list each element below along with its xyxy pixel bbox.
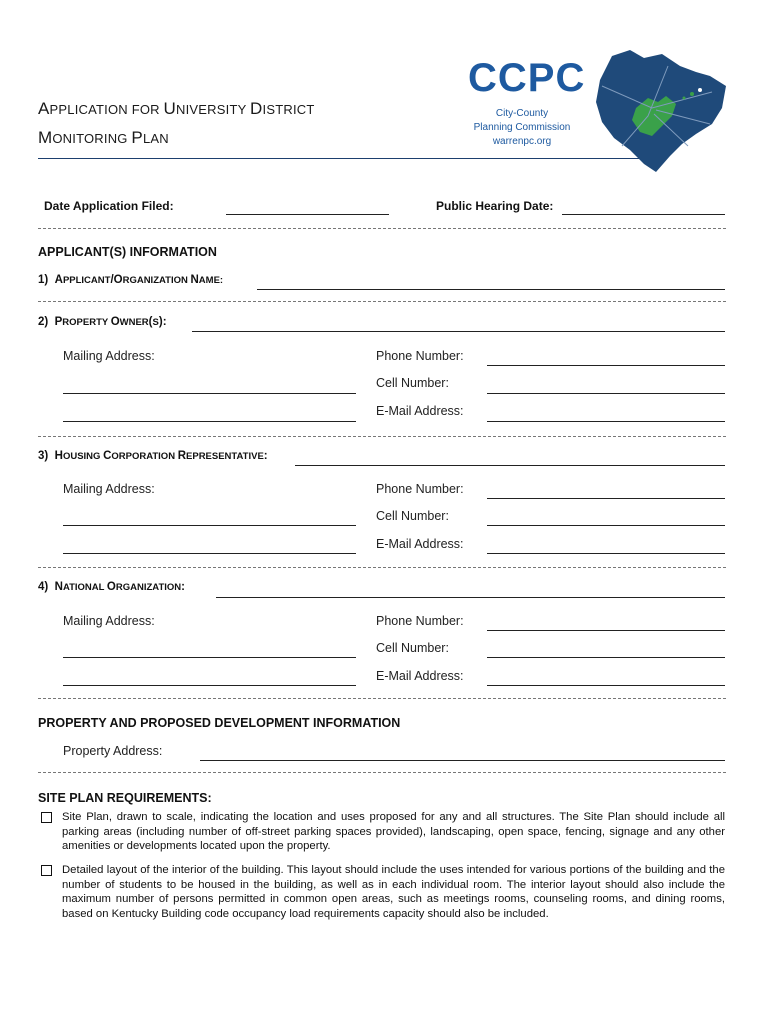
title-line-2: MONITORING PLAN <box>38 128 169 147</box>
owner-mailing-field-1[interactable] <box>63 393 356 394</box>
housing-rep-field[interactable] <box>295 465 725 466</box>
county-map-logo <box>592 46 730 176</box>
property-section-heading: PROPERTY AND PROPOSED DEVELOPMENT INFORMATION <box>38 716 401 730</box>
site-plan-checkbox-1[interactable] <box>41 812 52 823</box>
national-org-field[interactable] <box>216 597 725 598</box>
national-email-field[interactable] <box>487 685 725 686</box>
national-mailing-field-1[interactable] <box>63 657 356 658</box>
site-plan-item-1: Site Plan, drawn to scale, indicating the location and uses proposed for any and all structures. The Site Plan should include all parking areas (including number of off-street parking spaces provided), landscaping, open space, fencing, signage and any other amenities or developments located upon the property. <box>62 811 725 852</box>
national-mailing-field-2[interactable] <box>63 685 356 686</box>
date-filed-field[interactable] <box>226 214 389 215</box>
applicant-section-heading: APPLICANT(S) INFORMATION <box>38 245 217 259</box>
item-2-label: 2) PROPERTY OWNER(S): <box>38 316 167 328</box>
national-email-label: E-Mail Address: <box>376 669 464 683</box>
housing-mailing-field-2[interactable] <box>63 553 356 554</box>
divider <box>38 228 726 229</box>
housing-cell-field[interactable] <box>487 525 725 526</box>
divider <box>38 301 726 302</box>
housing-email-label: E-Mail Address: <box>376 537 464 551</box>
divider <box>38 436 726 437</box>
item-1-label: 1) APPLICANT/ORGANIZATION NAME: <box>38 274 224 286</box>
logo-line-2: Planning Commission <box>473 122 571 133</box>
item-4-label: 4) NATIONAL ORGANIZATION: <box>38 581 185 593</box>
divider <box>38 567 726 568</box>
logo-line-1: City-County <box>495 108 549 119</box>
national-mailing-label: Mailing Address: <box>63 614 155 628</box>
ccpc-logo-text <box>468 55 586 149</box>
housing-email-field[interactable] <box>487 553 725 554</box>
owner-mailing-field-2[interactable] <box>63 421 356 422</box>
housing-mailing-label: Mailing Address: <box>63 482 155 496</box>
document-title <box>38 95 314 153</box>
title-line-1: APPLICATION FOR UNIVERSITY DISTRICT <box>38 99 315 118</box>
header-rule <box>38 158 663 159</box>
item-3-label: 3) HOUSING CORPORATION REPRESENTATIVE: <box>38 450 268 462</box>
owner-phone-label: Phone Number: <box>376 349 464 363</box>
property-address-field[interactable] <box>200 760 725 761</box>
owner-cell-label: Cell Number: <box>376 376 449 390</box>
national-cell-field[interactable] <box>487 657 725 658</box>
housing-phone-label: Phone Number: <box>376 482 464 496</box>
divider <box>38 698 726 699</box>
logo-acronym: CCPC <box>468 56 586 100</box>
property-address-label: Property Address: <box>63 744 163 758</box>
housing-cell-label: Cell Number: <box>376 509 449 523</box>
site-plan-heading: SITE PLAN REQUIREMENTS: <box>38 791 212 805</box>
owner-phone-field[interactable] <box>487 365 725 366</box>
owner-email-label: E-Mail Address: <box>376 404 464 418</box>
national-phone-label: Phone Number: <box>376 614 464 628</box>
owner-email-field[interactable] <box>487 421 725 422</box>
property-owner-field[interactable] <box>192 331 725 332</box>
owner-mailing-label: Mailing Address: <box>63 349 155 363</box>
owner-cell-field[interactable] <box>487 393 725 394</box>
housing-mailing-field-1[interactable] <box>63 525 356 526</box>
housing-phone-field[interactable] <box>487 498 725 499</box>
site-plan-item-2: Detailed layout of the interior of the building. This layout should include the uses intended for various portions of the building and the number of students to be housed in the building, as well as in each individual room. The interior layout should also include the maximum number of persons permitted in common open areas, such as meetings rooms, counseling rooms, and dining rooms, based on Kentucky Building code occupancy load requirements capacity should also be included. <box>62 864 725 920</box>
applicant-name-field[interactable] <box>257 289 725 290</box>
national-cell-label: Cell Number: <box>376 641 449 655</box>
hearing-date-field[interactable] <box>562 214 725 215</box>
national-phone-field[interactable] <box>487 630 725 631</box>
date-filed-label: Date Application Filed: <box>44 199 174 213</box>
divider <box>38 772 726 773</box>
hearing-date-label: Public Hearing Date: <box>436 199 554 213</box>
site-plan-checkbox-2[interactable] <box>41 865 52 876</box>
logo-line-3: warrenpc.org <box>492 136 552 147</box>
